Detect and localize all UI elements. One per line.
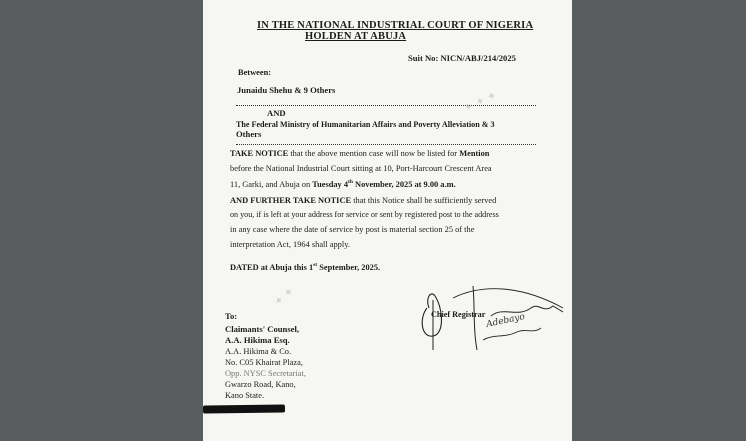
notice-line2: before the National Industrial Court sitting at 10, Port-Harcourt Crescent Area xyxy=(230,164,492,173)
notice-venue-text: 11, Garki, and Abuja on xyxy=(230,179,311,189)
address-line: Gwarzo Road, Kano, xyxy=(225,380,296,389)
court-title-line1: IN THE NATIONAL INDUSTRIAL COURT OF NIGERIA xyxy=(257,20,534,31)
further-line1 xyxy=(230,196,496,205)
counsel-line: Claimants' Counsel, xyxy=(225,324,300,334)
stamp-watermark: ✦ ✦ ✦ xyxy=(461,88,499,115)
further-notice-heading: AND FURTHER TAKE NOTICE xyxy=(230,196,352,205)
defendant-line1: The Federal Ministry of Humanitarian Affairs and Poverty Alleviation & 3 xyxy=(236,120,495,129)
notice-line1 xyxy=(230,149,489,158)
defendant-line2: Others xyxy=(236,129,262,139)
address-line: A.A. Hikima & Co. xyxy=(225,347,292,356)
suit-number: Suit No: NICN/ABJ/214/2025 xyxy=(408,53,516,63)
further-text: that this Notice shall be sufficiently served xyxy=(353,196,497,205)
dotted-rule xyxy=(236,144,536,145)
notice-text: that the above mention case will now be listed for xyxy=(290,149,458,158)
claimant-name: Junaidu Shehu & 9 Others xyxy=(237,85,336,95)
counsel-name: A.A. Hikima Esq. xyxy=(225,335,290,345)
scan-background-left xyxy=(0,0,203,441)
further-line2: on you, if is left at your address for service or sent by registered post to the address xyxy=(230,210,499,219)
handwritten-name: Adebayo xyxy=(485,312,526,330)
document-page xyxy=(203,0,572,441)
dated-line: DATED at Abuja this 1st September, 2025. xyxy=(230,262,381,272)
address-line: Opp. NYSC Secretariat, xyxy=(225,369,306,378)
redaction-bar xyxy=(203,404,285,413)
further-line3: in any case where the date of service by post is material section 25 of the xyxy=(230,225,475,234)
and-label: AND xyxy=(267,108,286,118)
address-line: Kano State. xyxy=(225,391,265,400)
further-line4: interpretation Act, 1964 shall apply. xyxy=(230,240,350,249)
hearing-date: Tuesday 4th November, 2025 at 9.00 a.m. xyxy=(312,179,456,189)
stamp-watermark: ✦ ✦ xyxy=(271,284,297,309)
registrar-title: Chief Registrar xyxy=(431,310,486,319)
scan-background-right xyxy=(572,0,746,441)
notice-line3 xyxy=(230,179,456,189)
court-title-line2: HOLDEN AT ABUJA xyxy=(305,31,407,42)
address-line: No. C05 Khairat Plaza, xyxy=(225,358,303,367)
mention-word: Mention xyxy=(459,149,490,158)
between-label: Between: xyxy=(238,68,272,77)
take-notice-heading: TAKE NOTICE xyxy=(230,149,289,158)
dotted-rule xyxy=(236,105,536,106)
to-label: To: xyxy=(225,311,238,321)
